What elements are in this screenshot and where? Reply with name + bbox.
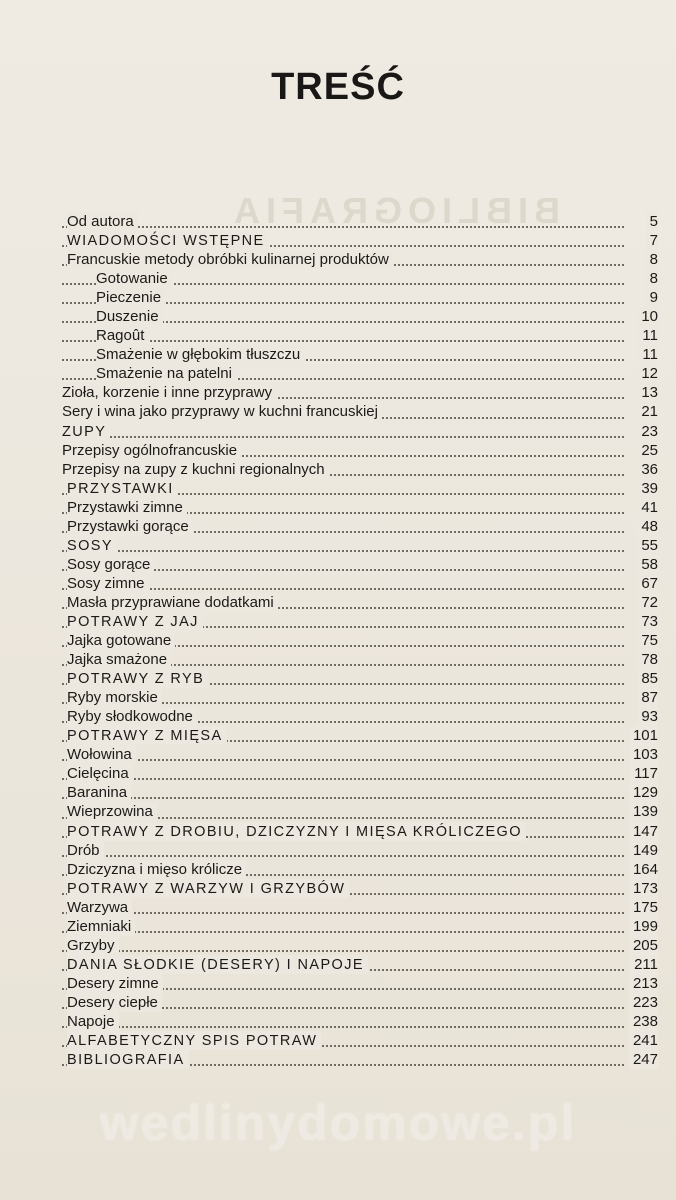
leader-dots	[62, 436, 624, 438]
toc-entry-page: 213	[629, 974, 658, 993]
toc-entry-label: SOSY	[67, 537, 113, 554]
toc-entry-label: Masła przyprawiane dodatkami	[67, 593, 274, 611]
toc-entry	[62, 269, 658, 288]
toc-entry-label: Grzyby	[67, 936, 115, 954]
leader-dots	[62, 550, 624, 552]
toc-entry-label: Wołowina	[67, 746, 132, 764]
toc-entry-label: Drób	[67, 841, 100, 859]
toc-entry	[62, 345, 658, 364]
toc-entry-page: 238	[629, 1012, 658, 1031]
toc-entry	[62, 707, 658, 726]
toc-entry-label: ALFABETYCZNY SPIS POTRAW	[67, 1033, 318, 1050]
toc-entry-label: Desery ciepłe	[67, 993, 158, 1011]
toc-entry-label: POTRAWY Z JAJ	[67, 613, 199, 630]
toc-entry	[62, 250, 658, 269]
toc-entry-page: 247	[629, 1050, 658, 1069]
leader-dots	[62, 931, 624, 933]
toc-entry-label: Smażenie w głębokim tłuszczu	[96, 346, 301, 364]
toc-entry-label: Sery i wina jako przyprawy w kuchni francuskiej	[62, 403, 378, 421]
toc-entry-label: Cielęcina	[67, 765, 129, 783]
toc-entry-page: 173	[629, 879, 658, 898]
toc-entry	[62, 802, 658, 821]
toc-entry-page: 87	[637, 688, 658, 707]
toc-entry	[62, 726, 658, 745]
toc-entry	[62, 745, 658, 764]
toc-entry-label: Dziczyzna i mięso królicze	[67, 860, 243, 878]
toc-entry-label: Francuskie metody obróbki kulinarnej produktów	[67, 251, 389, 269]
toc-entry-label: Jajka smażone	[67, 651, 168, 669]
toc-entry-label: Gotowanie	[96, 270, 168, 288]
toc-entry-page: 73	[637, 612, 658, 631]
toc-entry	[62, 764, 658, 783]
toc-entry	[62, 593, 658, 612]
toc-entry-page: 11	[638, 326, 658, 345]
toc-entry	[62, 612, 658, 631]
toc-entry-label: Przepisy ogólnofrancuskie	[62, 441, 238, 459]
toc-entry-label: Przepisy na zupy z kuchni regionalnych	[62, 460, 325, 478]
toc-entry	[62, 650, 658, 669]
toc-entry-label: Przystawki gorące	[67, 517, 189, 535]
toc-entry-label: Ryby słodkowodne	[67, 708, 193, 726]
toc-entry	[62, 326, 658, 345]
toc-entry-page: 223	[629, 993, 658, 1012]
toc-entry-label: Sosy gorące	[67, 555, 151, 573]
toc-entry-page: 55	[637, 536, 658, 555]
toc-entry-page: 139	[629, 802, 658, 821]
leader-dots	[62, 759, 624, 761]
toc-entry-label: Sosy zimne	[67, 574, 145, 592]
toc-entry	[62, 517, 658, 536]
leader-dots	[62, 226, 624, 228]
toc-entry-label: POTRAWY Z RYB	[67, 671, 205, 688]
toc-entry	[62, 288, 658, 307]
toc-entry	[62, 212, 658, 231]
toc-entry	[62, 974, 658, 993]
toc-entry-page: 164	[629, 860, 658, 879]
toc-entry	[62, 955, 658, 974]
watermark: wedlinydomowe.pl	[99, 1095, 577, 1151]
toc-entry-label: BIBLIOGRAFIA	[67, 1052, 185, 1069]
toc-entry-page: 149	[629, 841, 658, 860]
toc-entry-page: 23	[637, 422, 658, 441]
toc-entry	[62, 574, 658, 593]
toc-entry-label: POTRAWY Z DROBIU, DZICZYZNY I MIĘSA KRÓLICZEGO	[67, 823, 522, 840]
toc-entry-label: Jajka gotowane	[67, 632, 172, 650]
toc-entry-label: ZUPY	[62, 423, 107, 440]
toc-entry	[62, 498, 658, 517]
toc-entry	[62, 422, 658, 441]
toc-entry-page: 103	[629, 745, 658, 764]
toc-entry-label: Baranina	[67, 784, 128, 802]
toc-entry-page: 8	[646, 250, 658, 269]
toc-entry	[62, 631, 658, 650]
toc-entry-page: 9	[646, 288, 658, 307]
toc-entry-page: 93	[637, 707, 658, 726]
toc-entry-page: 10	[637, 307, 658, 326]
toc-entry	[62, 1012, 658, 1031]
toc-entry-page: 211	[630, 955, 658, 974]
toc-entry	[62, 383, 658, 402]
toc-entry	[62, 783, 658, 802]
leader-dots	[62, 797, 624, 799]
toc-entry	[62, 1050, 658, 1069]
toc-entry	[62, 536, 658, 555]
leader-dots	[62, 950, 624, 952]
toc-entry-page: 48	[637, 517, 658, 536]
leader-dots	[62, 1026, 624, 1028]
toc-entry-page: 25	[637, 441, 658, 460]
toc-entry-page: 78	[637, 650, 658, 669]
toc-entry-page: 13	[637, 383, 658, 402]
toc-entry-page: 21	[637, 402, 658, 421]
toc-entry-page: 147	[629, 822, 658, 841]
toc-entry	[62, 841, 658, 860]
toc-entry-label: Pieczenie	[96, 289, 162, 307]
toc-entry	[62, 307, 658, 326]
toc-entry-page: 117	[630, 764, 658, 783]
toc-entry-page: 12	[637, 364, 658, 383]
toc-entry-page: 67	[637, 574, 658, 593]
toc-entry-label: Przystawki zimne	[67, 498, 183, 516]
toc-entry	[62, 993, 658, 1012]
table-of-contents	[62, 212, 658, 1069]
toc-entry-label: POTRAWY Z MIĘSA	[67, 728, 223, 745]
toc-entry-page: 101	[629, 726, 658, 745]
toc-entry-label: Ragoût	[96, 327, 145, 345]
toc-entry	[62, 441, 658, 460]
toc-entry-label: PRZYSTAWKI	[67, 480, 174, 497]
toc-entry-page: 39	[637, 479, 658, 498]
toc-entry	[62, 879, 658, 898]
toc-entry-page: 11	[638, 345, 658, 364]
toc-entry	[62, 822, 658, 841]
toc-entry-label: Desery zimne	[67, 974, 159, 992]
toc-entry	[62, 688, 658, 707]
toc-entry-label: Smażenie na patelni	[96, 365, 232, 383]
toc-entry-page: 7	[646, 231, 658, 250]
toc-entry	[62, 364, 658, 383]
toc-entry	[62, 1031, 658, 1050]
toc-entry-label: Warzywa	[67, 898, 129, 916]
toc-entry-page: 85	[637, 669, 658, 688]
toc-entry-page: 72	[637, 593, 658, 612]
toc-entry-label: Wieprzowina	[67, 803, 153, 821]
toc-entry	[62, 898, 658, 917]
toc-entry-label: Napoje	[67, 1012, 115, 1030]
bleed-through-text: BIBLIOGRAFIA	[228, 190, 560, 231]
page-title: TREŚĆ	[271, 66, 405, 108]
toc-entry	[62, 860, 658, 879]
toc-entry-label: DANIA SŁODKIE (DESERY) I NAPOJE	[67, 956, 364, 973]
toc-entry-label: Ryby morskie	[67, 689, 158, 707]
toc-entry-page: 36	[637, 460, 658, 479]
toc-entry	[62, 479, 658, 498]
toc-entry-page: 8	[646, 269, 658, 288]
toc-entry-label: Zioła, korzenie i inne przyprawy	[62, 384, 273, 402]
toc-entry	[62, 917, 658, 936]
toc-entry-page: 241	[629, 1031, 658, 1050]
toc-entry-label: Od autora	[67, 213, 134, 230]
toc-entry-page: 5	[646, 212, 658, 231]
toc-entry-page: 58	[637, 555, 658, 574]
toc-entry	[62, 460, 658, 479]
toc-entry-page: 205	[629, 936, 658, 955]
leader-dots	[62, 912, 624, 914]
leader-dots	[62, 778, 624, 780]
toc-entry	[62, 402, 658, 421]
toc-entry-label: Ziemniaki	[67, 917, 132, 935]
toc-entry-label: POTRAWY Z WARZYW I GRZYBÓW	[67, 880, 346, 897]
toc-entry-page: 41	[637, 498, 658, 517]
toc-entry	[62, 231, 658, 250]
toc-entry	[62, 555, 658, 574]
toc-entry	[62, 669, 658, 688]
toc-entry-label: WIADOMOŚCI WSTĘPNE	[67, 233, 265, 250]
toc-entry-page: 199	[629, 917, 658, 936]
toc-entry-page: 75	[637, 631, 658, 650]
toc-entry	[62, 936, 658, 955]
toc-entry-page: 129	[629, 783, 658, 802]
toc-entry-page: 175	[629, 898, 658, 917]
leader-dots	[62, 855, 624, 857]
toc-entry-label: Duszenie	[96, 308, 159, 326]
